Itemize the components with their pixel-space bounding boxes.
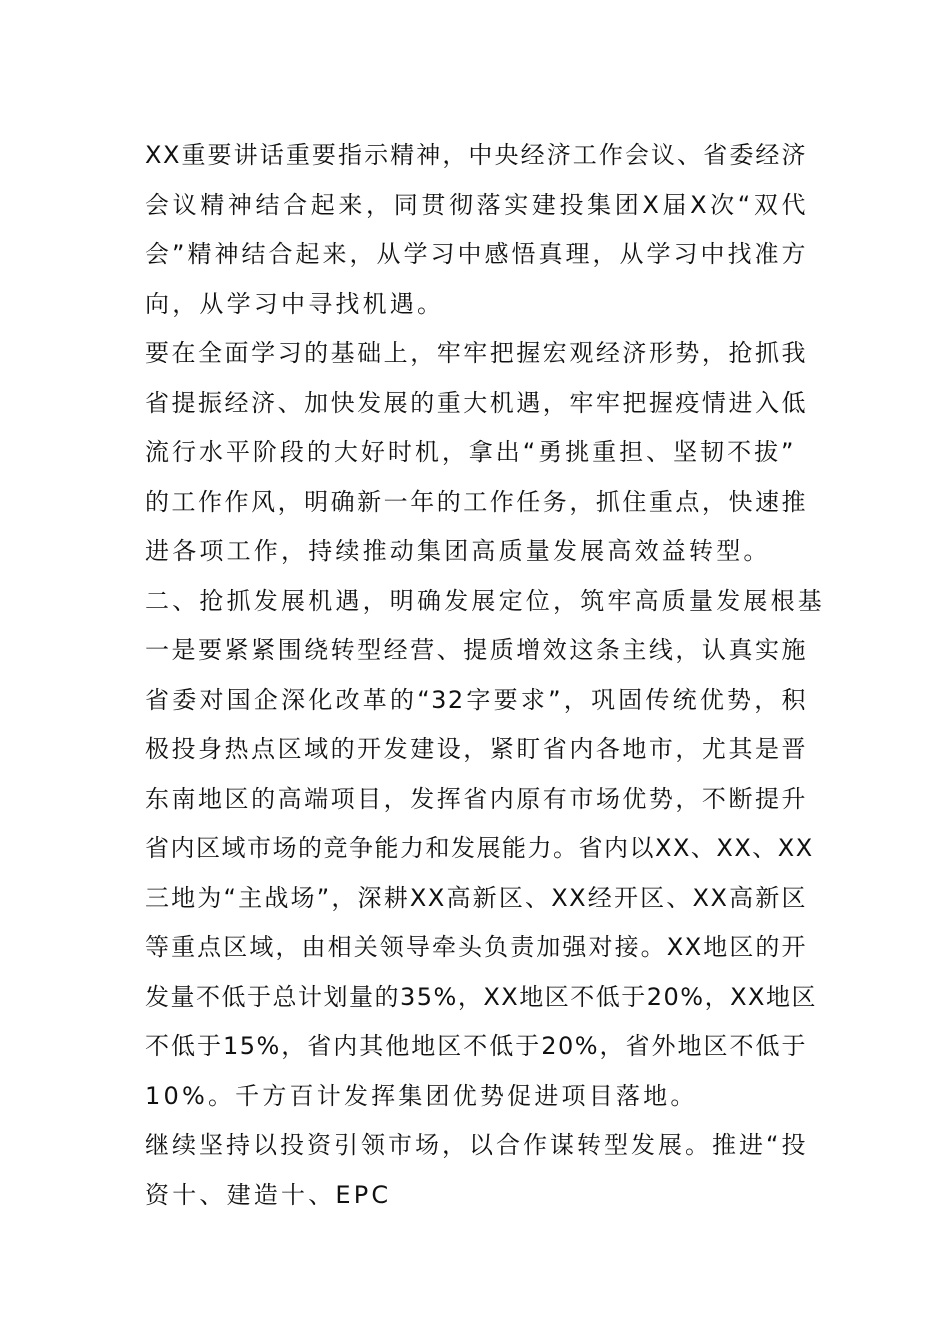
- text-line: 向，从学习中寻找机遇。: [145, 290, 445, 318]
- text-line: 发量不低于总计划量的35%，XX地区不低于20%，XX地区: [145, 983, 817, 1011]
- text-line: 不低于15%，省内其他地区不低于20%，省外地区不低于: [145, 1032, 807, 1060]
- text-line: 会”精神结合起来，从学习中感悟真理，从学习中找准方: [145, 240, 807, 268]
- text-line: 的工作作风，明确新一年的工作任务，抓住重点，快速推: [145, 488, 807, 516]
- text-line: 东南地区的高端项目，发挥省内原有市场优势，不断提升: [145, 785, 807, 813]
- text-line: XX重要讲话重要指示精神，中央经济工作会议、省委经济: [145, 141, 807, 169]
- text-line: 省委对国企深化改革的“32字要求”，巩固传统优势，积: [145, 686, 807, 714]
- text-line: 等重点区域，由相关领导牵头负责加强对接。XX地区的开: [145, 933, 807, 961]
- text-line: 三地为“主战场”，深耕XX高新区、XX经开区、XX高新区: [145, 884, 807, 912]
- text-line: 进各项工作，持续推动集团高质量发展高效益转型。: [145, 537, 771, 565]
- text-line: 资十、建造十、EPC: [145, 1181, 392, 1209]
- text-line: 极投身热点区域的开发建设，紧盯省内各地市，尤其是晋: [145, 735, 807, 763]
- text-line: 要在全面学习的基础上，牢牢把握宏观经济形势，抢抓我: [145, 339, 807, 367]
- heading-line: 二、抢抓发展机遇，明确发展定位，筑牢高质量发展根基: [145, 587, 825, 615]
- text-line: 继续坚持以投资引领市场，以合作谋转型发展。推进“投: [145, 1131, 807, 1159]
- text-line: 一是要紧紧围绕转型经营、提质增效这条主线，认真实施: [145, 636, 807, 664]
- text-line: 会议精神结合起来，同贯彻落实建投集团X届X次“双代: [145, 191, 807, 219]
- text-line: 流行水平阶段的大好时机，拿出“勇挑重担、坚韧不拔”: [145, 438, 795, 466]
- text-line: 省提振经济、加快发展的重大机遇，牢牢把握疫情进入低: [145, 389, 807, 417]
- text-line: 10%。千方百计发挥集团优势促进项目落地。: [145, 1082, 698, 1110]
- text-line: 省内区域市场的竞争能力和发展能力。省内以XX、XX、XX: [145, 834, 814, 862]
